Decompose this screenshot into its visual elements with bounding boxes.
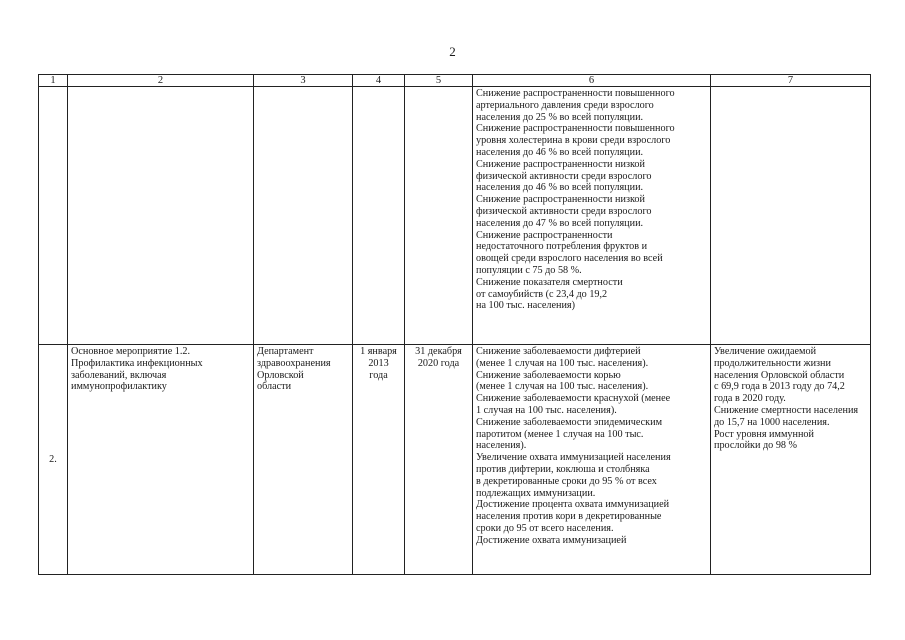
row1-expected-results-cell xyxy=(473,87,711,345)
row2-executor-cell xyxy=(254,345,353,575)
row2-executor-lines xyxy=(257,346,349,393)
row1-results-lines xyxy=(476,88,707,312)
row2-indicators-lines xyxy=(714,346,867,452)
text-line: Достижение охвата иммунизацией xyxy=(476,534,627,546)
row2-activity-lines xyxy=(71,346,250,393)
row2-indicators-cell xyxy=(711,345,871,575)
text-line: Снижение смертности населения xyxy=(714,404,859,416)
text-line: Достижение процента охвата иммунизацией xyxy=(476,499,670,511)
text-line: Увеличение ожидаемой xyxy=(714,346,817,357)
text-line: заболеваний, включая xyxy=(71,369,167,381)
text-line: Орловской xyxy=(257,369,304,381)
text-line: на 100 тыс. населения) xyxy=(476,300,575,312)
text-line: Основное мероприятие 1.2. xyxy=(71,346,191,357)
text-line: популяции с 75 до 58 %. xyxy=(476,264,582,276)
row2-results-lines xyxy=(476,346,707,547)
text-line: артериального давления среди взрослого xyxy=(476,99,654,111)
text-line: Профилактика инфекционных xyxy=(71,357,203,369)
table-row-continuation xyxy=(39,87,871,345)
row1-number-cell xyxy=(39,87,68,345)
text-line: населения до 46 % во всей популяции. xyxy=(476,146,644,158)
text-line: 2013 xyxy=(368,357,389,369)
text-line: Снижение заболеваемости эпидемическим xyxy=(476,416,663,428)
row1-activity-cell xyxy=(68,87,254,345)
text-line: подлежащих иммунизации. xyxy=(476,487,596,499)
text-line: области xyxy=(257,381,292,393)
text-line: Департамент xyxy=(257,346,314,357)
row2-start-cell xyxy=(353,345,405,575)
text-line: Снижение распространенности xyxy=(476,229,613,241)
text-line: года xyxy=(369,369,388,381)
text-line: Рост уровня иммунной xyxy=(714,428,814,440)
text-line: овощей среди взрослого населения во всей xyxy=(476,253,663,265)
text-line: продолжительности жизни xyxy=(714,357,831,369)
text-line: населения Орловской области xyxy=(714,369,845,381)
text-line: Снижение распространенности повышенного xyxy=(476,123,675,135)
text-line: населения до 47 % во всей популяции. xyxy=(476,217,644,229)
text-line: года в 2020 году. xyxy=(714,393,786,405)
text-line: 1 случая на 100 тыс. населения). xyxy=(476,404,617,416)
row2-end-cell xyxy=(405,345,473,575)
text-line: Снижение распространенности низкой xyxy=(476,194,645,206)
text-line: Снижение показателя смертности xyxy=(476,276,623,288)
row1-end-cell xyxy=(405,87,473,345)
text-line: Увеличение охвата иммунизацией населения xyxy=(476,452,671,464)
row2-start-lines xyxy=(356,346,401,381)
text-line: 31 декабря xyxy=(415,346,462,357)
text-line: прослойки до 98 % xyxy=(714,440,798,452)
column-number-6: 6 xyxy=(473,75,711,87)
text-line: против дифтерии, коклюша и столбняка xyxy=(476,463,650,475)
row1-executor-cell xyxy=(254,87,353,345)
text-line: недостаточного потребления фруктов и xyxy=(476,241,648,253)
column-number-5: 5 xyxy=(405,75,473,87)
text-line: населения до 46 % во всей популяции. xyxy=(476,182,644,194)
text-line: 2020 года xyxy=(417,357,460,369)
text-line: населения до 25 % во всей популяции. xyxy=(476,111,644,123)
program-table xyxy=(38,74,871,575)
text-line: паротитом (менее 1 случая на 100 тыс. xyxy=(476,428,644,440)
table-row-2 xyxy=(39,345,871,575)
page-number: 2 xyxy=(449,44,456,59)
row1-start-cell xyxy=(353,87,405,345)
text-line: иммунопрофилактику xyxy=(71,381,167,393)
text-line: до 15,7 на 1000 населения. xyxy=(714,416,830,428)
text-line: населения). xyxy=(476,440,527,452)
text-line: от самоубийств (с 23,4 до 19,2 xyxy=(476,288,608,300)
text-line: Снижение распространенности низкой xyxy=(476,158,645,170)
row2-end-lines xyxy=(408,346,469,370)
column-number-row xyxy=(39,75,871,87)
column-number-1: 1 xyxy=(39,75,68,87)
row2-activity-cell xyxy=(68,345,254,575)
text-line: физической активности среди взрослого xyxy=(476,205,652,217)
text-line: Снижение заболеваемости корью xyxy=(476,369,621,381)
text-line: (менее 1 случая на 100 тыс. населения). xyxy=(476,357,649,369)
column-number-4: 4 xyxy=(353,75,405,87)
text-line: населения против кори в декретированные xyxy=(476,511,662,523)
text-line: с 69,9 года в 2013 году до 74,2 xyxy=(714,381,845,393)
text-line: Снижение распространенности повышенного xyxy=(476,88,675,99)
text-line: в декретированные сроки до 95 % от всех xyxy=(476,475,657,487)
text-line: здравоохранения xyxy=(257,357,331,369)
text-line: Снижение заболеваемости краснухой (менее xyxy=(476,393,671,405)
text-line: (менее 1 случая на 100 тыс. населения). xyxy=(476,381,649,393)
column-number-7: 7 xyxy=(711,75,871,87)
text-line: 1 января xyxy=(360,346,397,357)
text-line: уровня холестерина в крови среди взрослого xyxy=(476,135,671,147)
text-line: физической активности среди взрослого xyxy=(476,170,652,182)
column-number-3: 3 xyxy=(254,75,353,87)
column-number-2: 2 xyxy=(68,75,254,87)
row2-number-cell: 2. xyxy=(39,345,68,575)
text-line: Снижение заболеваемости дифтерией xyxy=(476,346,641,357)
row2-expected-results-cell xyxy=(473,345,711,575)
text-line: сроки до 95 от всего населения. xyxy=(476,522,614,534)
row1-indicators-cell xyxy=(711,87,871,345)
